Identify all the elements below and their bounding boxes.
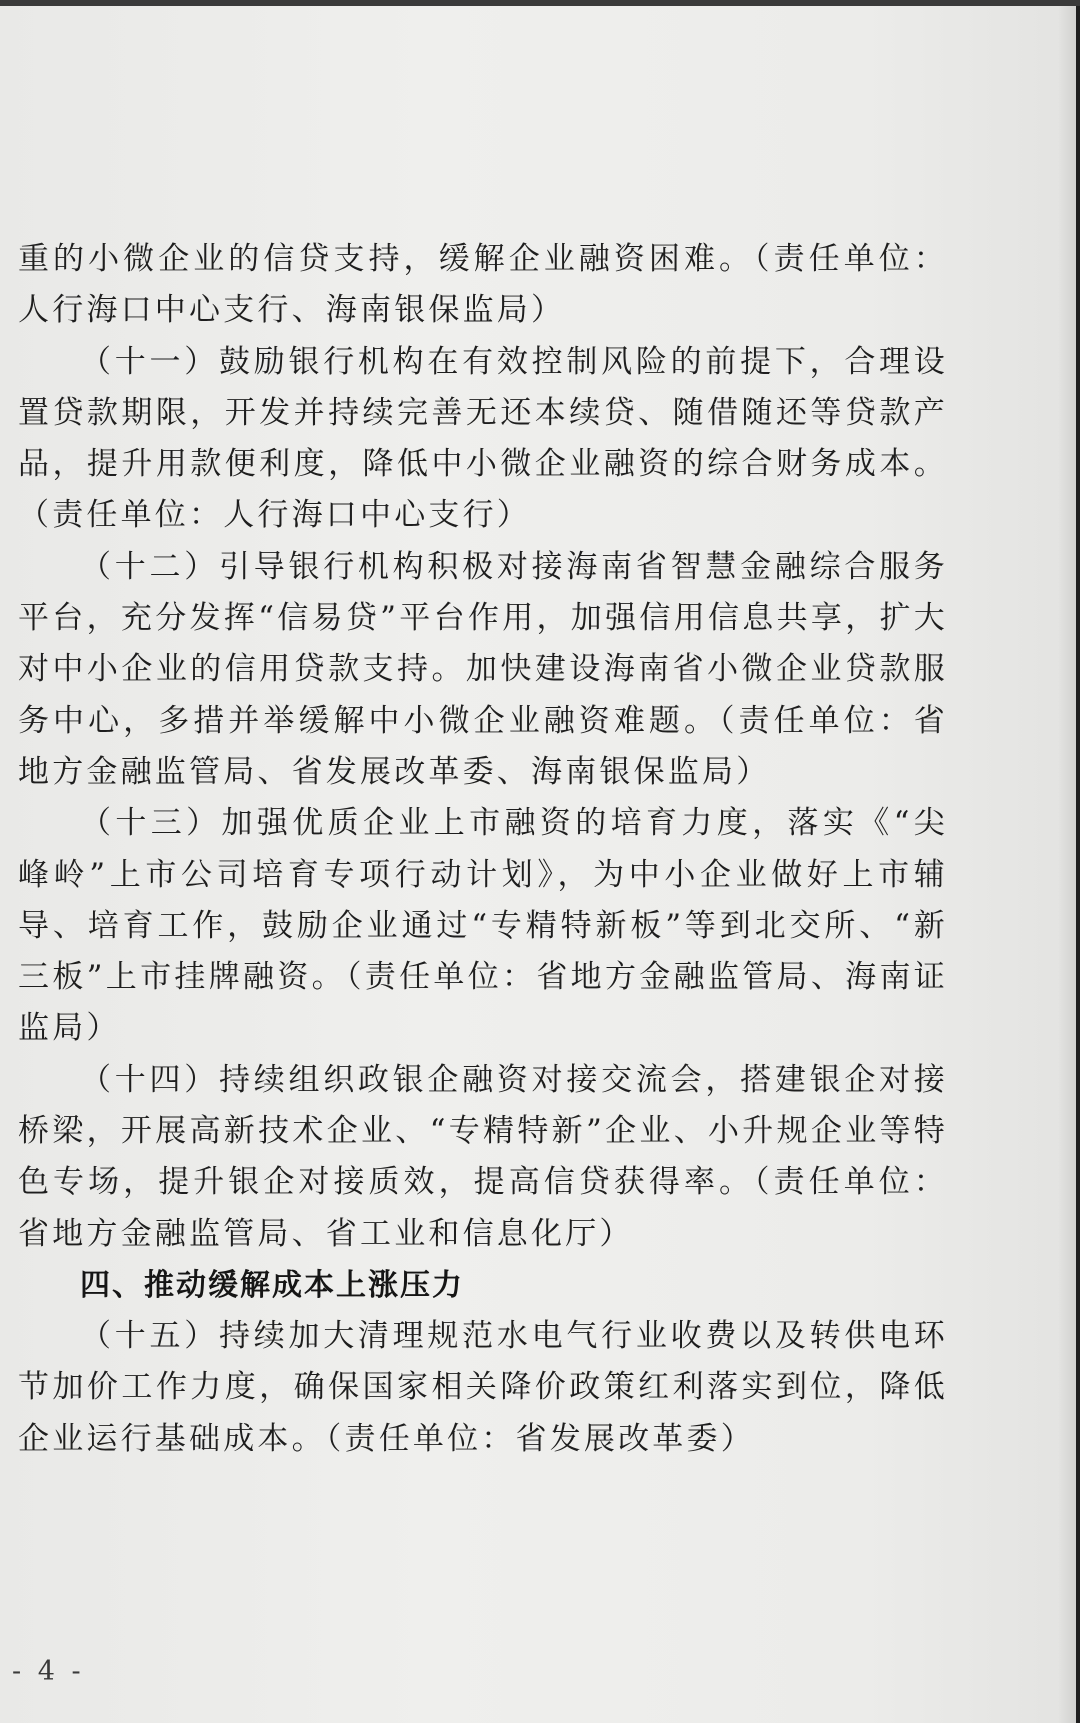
page-edge-shadow (1058, 6, 1076, 1723)
paragraph-item-15: （十五）持续加大清理规范水电气行业收费以及转供电环节加价工作力度，确保国家相关降价政策红利落实到位，降低企业运行基础成本。（责任单位：省发展改革委） (18, 1317, 948, 1457)
paragraph-continuation: 重的小微企业的信贷支持，缓解企业融资困难。（责任单位：人行海口中心支行、海南银保监局） (18, 241, 948, 329)
document-page (0, 6, 1076, 1723)
paragraph-item-13: （十三）加强优质企业上市融资的培育力度，落实《“尖峰岭”上市公司培育专项行动计划》，为中小企业做好上市辅导、培育工作，鼓励企业通过“专精特新板”等到北交所、“新三板”上市挂牌融资。（责任单位：省地方金融监管局、海南证监局） (18, 805, 948, 1047)
paragraph-item-11: （十一）鼓励银行机构在有效控制风险的前提下，合理设置贷款期限，开发并持续完善无还本续贷、随借随还等贷款产品，提升用款便利度，降低中小微企业融资的综合财务成本。（责任单位：人行海口中心支行） (18, 343, 948, 534)
page-body (18, 234, 948, 1465)
page-number: - 4 - (12, 1656, 85, 1687)
section-heading: 四、推动缓解成本上涨压力 (80, 1267, 464, 1303)
paragraph-item-14: （十四）持续组织政银企融资对接交流会，搭建银企对接桥梁，开展高新技术企业、“专精特新”企业、小升规企业等特色专场，提升银企对接质效，提高信贷获得率。（责任单位：省地方金融监管局、省工业和信息化厅） (18, 1061, 948, 1252)
paragraph-item-12: （十二）引导银行机构积极对接海南省智慧金融综合服务平台，充分发挥“信易贷”平台作用，加强信用信息共享，扩大对中小企业的信用贷款支持。加快建设海南省小微企业贷款服务中心，多措并举缓解中小微企业融资难题。（责任单位：省地方金融监管局、省发展改革委、海南银保监局） (18, 548, 948, 790)
